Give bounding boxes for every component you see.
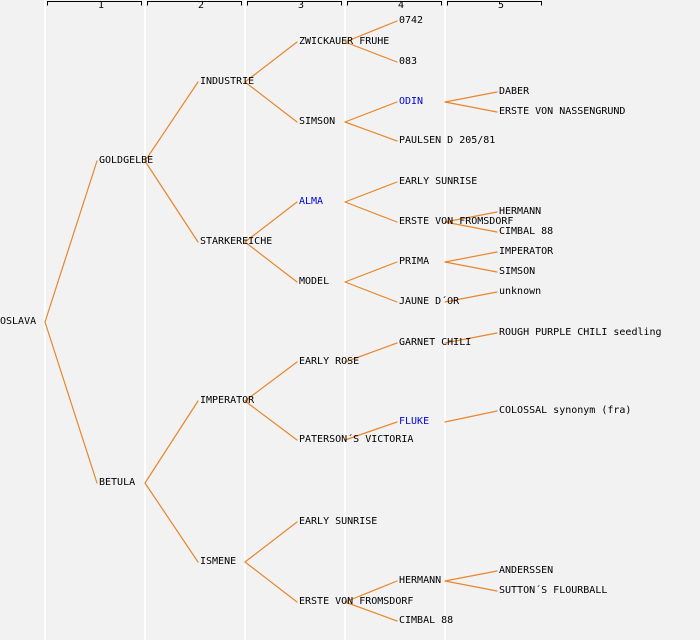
node-odin[interactable]: ODIN bbox=[399, 96, 424, 107]
ruler-label-4: 4 bbox=[397, 0, 405, 11]
node-paulsen-d-205-81[interactable]: PAULSEN D 205/81 bbox=[399, 135, 496, 146]
node-jaune-dor[interactable]: JAUNE D´OR bbox=[399, 296, 460, 307]
edge-line bbox=[445, 252, 497, 262]
node-early-sunrise-3[interactable]: EARLY SUNRISE bbox=[299, 516, 378, 527]
edge-line bbox=[345, 282, 397, 302]
node-colossal[interactable]: COLOSSAL synonym (fra) bbox=[499, 405, 632, 416]
node-alma[interactable]: ALMA bbox=[299, 196, 324, 207]
node-prima[interactable]: PRIMA bbox=[399, 256, 430, 267]
node-industrie[interactable]: INDUSTRIE bbox=[200, 76, 255, 87]
node-anderssen[interactable]: ANDERSSEN bbox=[499, 565, 554, 576]
edge-line bbox=[445, 102, 497, 112]
ruler-label-3: 3 bbox=[297, 0, 305, 11]
edge-line bbox=[445, 262, 497, 272]
node-oslava[interactable]: OSLAVA bbox=[0, 316, 37, 327]
node-fluke[interactable]: FLUKE bbox=[399, 416, 430, 427]
node-suttons-flourball[interactable]: SUTTON´S FLOURBALL bbox=[499, 585, 608, 596]
edge-line bbox=[445, 571, 497, 581]
edge-line bbox=[145, 483, 198, 562]
edge-line bbox=[445, 411, 497, 422]
node-rough-purple-chili[interactable]: ROUGH PURPLE CHILI seedling bbox=[499, 327, 662, 338]
node-imperator-5[interactable]: IMPERATOR bbox=[499, 246, 554, 257]
node-garnet-chili[interactable]: GARNET CHILI bbox=[399, 337, 472, 348]
node-model[interactable]: MODEL bbox=[299, 276, 330, 287]
node-ismene[interactable]: ISMENE bbox=[200, 556, 237, 567]
edge-line bbox=[245, 82, 297, 122]
ruler-label-1: 1 bbox=[97, 0, 105, 11]
node-goldgelbe[interactable]: GOLDGELBE bbox=[99, 155, 154, 166]
edge-line bbox=[345, 122, 397, 141]
edge-line bbox=[145, 401, 198, 483]
edge-line bbox=[145, 82, 198, 161]
node-early-rose[interactable]: EARLY ROSE bbox=[299, 356, 360, 367]
edge-line bbox=[345, 262, 397, 282]
edge-line bbox=[345, 202, 397, 222]
node-hermann-5[interactable]: HERMANN bbox=[499, 206, 542, 217]
ruler-label-5: 5 bbox=[497, 0, 505, 11]
node-starkereiche[interactable]: STARKEREICHE bbox=[200, 236, 273, 247]
node-patersons-victoria[interactable]: PATERSON´S VICTORIA bbox=[299, 434, 414, 445]
node-cimbal-88-5[interactable]: CIMBAL 88 bbox=[499, 226, 554, 237]
node-cimbal-88-4[interactable]: CIMBAL 88 bbox=[399, 615, 454, 626]
node-n0742[interactable]: 0742 bbox=[399, 15, 424, 26]
edge-line bbox=[245, 242, 297, 282]
node-simson-5[interactable]: SIMSON bbox=[499, 266, 536, 277]
edge-line bbox=[245, 562, 297, 602]
node-erste-von-fromsdorf-3[interactable]: ERSTE VON FROMSDORF bbox=[299, 596, 414, 607]
edge-line bbox=[345, 102, 397, 122]
node-daber[interactable]: DABER bbox=[499, 86, 530, 97]
edge-line bbox=[145, 161, 198, 242]
node-zwickauer-fruhe[interactable]: ZWICKAUER FRUHE bbox=[299, 36, 390, 47]
edge-line bbox=[445, 581, 497, 591]
edge-line bbox=[45, 161, 97, 322]
node-erste-von-nassengrund[interactable]: ERSTE VON NASSENGRUND bbox=[499, 106, 626, 117]
edge-line bbox=[245, 522, 297, 562]
node-unknown[interactable]: unknown bbox=[499, 286, 542, 297]
edge-line bbox=[445, 92, 497, 102]
edge-line bbox=[45, 322, 97, 483]
ruler-label-2: 2 bbox=[197, 0, 205, 11]
node-simson-3[interactable]: SIMSON bbox=[299, 116, 336, 127]
node-n083[interactable]: 083 bbox=[399, 56, 418, 67]
node-erste-von-fromsdorf-4[interactable]: ERSTE VON FROMSDORF bbox=[399, 216, 514, 227]
node-betula[interactable]: BETULA bbox=[99, 477, 136, 488]
edge-line bbox=[345, 182, 397, 202]
node-hermann-4[interactable]: HERMANN bbox=[399, 575, 442, 586]
node-early-sunrise-4[interactable]: EARLY SUNRISE bbox=[399, 176, 478, 187]
node-imperator-2[interactable]: IMPERATOR bbox=[200, 395, 255, 406]
